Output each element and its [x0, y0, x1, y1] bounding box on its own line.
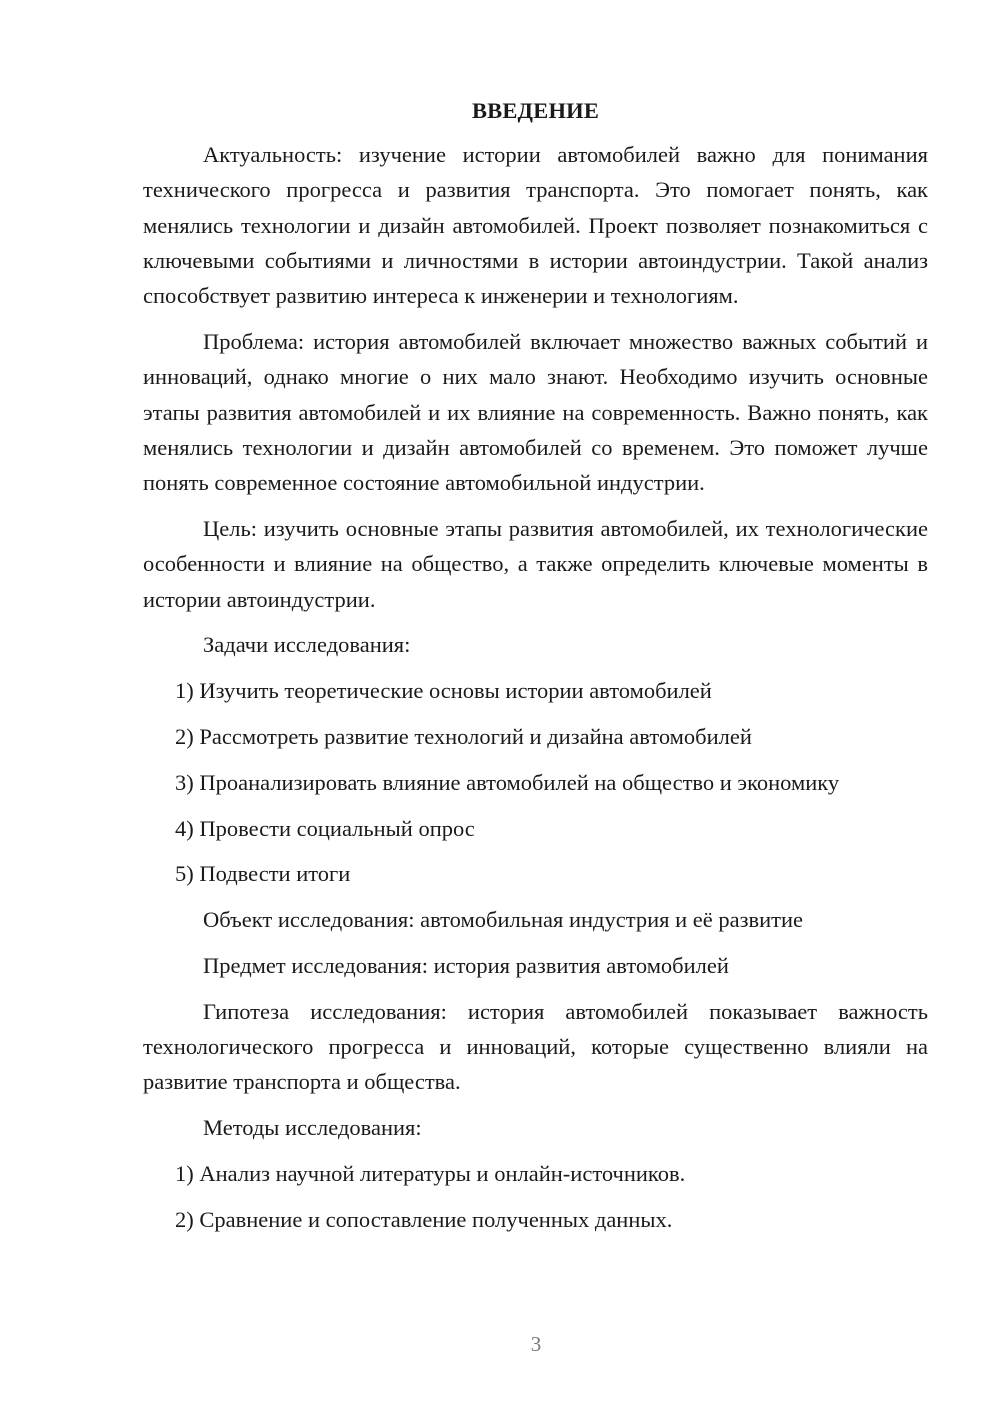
research-subject: Предмет исследования: история развития автомобилей: [203, 952, 729, 978]
research-object: Объект исследования: автомобильная индустрия и её развитие: [203, 907, 804, 933]
tasks-list: [143, 673, 928, 891]
page-number: 3: [530, 1332, 542, 1356]
paragraph-hypothesis: Гипотеза исследования: история автомобилей показывает важность технологического прогресса и инноваций, которые существенно влияли на развитие транспорта и общества.: [143, 998, 928, 1095]
paragraph-relevance: Актуальность: изучение истории автомобилей важно для понимания технического прогресса и развития транспорта. Это помогает понять, как менялись технологии и дизайн автомобилей. Проект позволяет познакомиться с ключевыми событиями и личностями в истории автоиндустрии. Такой анализ способствует развитию интереса к инженерии и технологиям.: [143, 142, 928, 309]
tasks-heading: Задачи исследования:: [203, 632, 411, 658]
methods-heading: Методы исследования:: [203, 1115, 422, 1141]
list-item: 4) Провести социальный опрос: [175, 815, 475, 841]
list-item: 2) Сравнение и сопоставление полученных данных.: [175, 1206, 673, 1232]
paragraph-problem: Проблема: история автомобилей включает множество важных событий и инноваций, однако многие о них мало знают. Необходимо изучить основные этапы развития автомобилей и их влияние на современность. Важно понять, как менялись технологии и дизайн автомобилей со временем. Это поможет лучше понять современное состояние автомобильной индустрии.: [143, 328, 928, 496]
list-item: 1) Изучить теоретические основы истории автомобилей: [175, 678, 712, 704]
document-page: [143, 95, 928, 1248]
list-item: 5) Подвести итоги: [175, 861, 351, 887]
list-item: 1) Анализ научной литературы и онлайн-источников.: [175, 1160, 686, 1186]
methods-list: [143, 1156, 928, 1237]
list-item: 2) Рассмотреть развитие технологий и дизайна автомобилей: [175, 723, 752, 749]
list-item: 3) Проанализировать влияние автомобилей на общество и экономику: [175, 769, 840, 795]
paragraph-goal: Цель: изучить основные этапы развития автомобилей, их технологические особенности и влияние на общество, а также определить ключевые моменты в истории автоиндустрии.: [143, 515, 928, 612]
page-title: ВВЕДЕНИЕ: [471, 98, 600, 123]
